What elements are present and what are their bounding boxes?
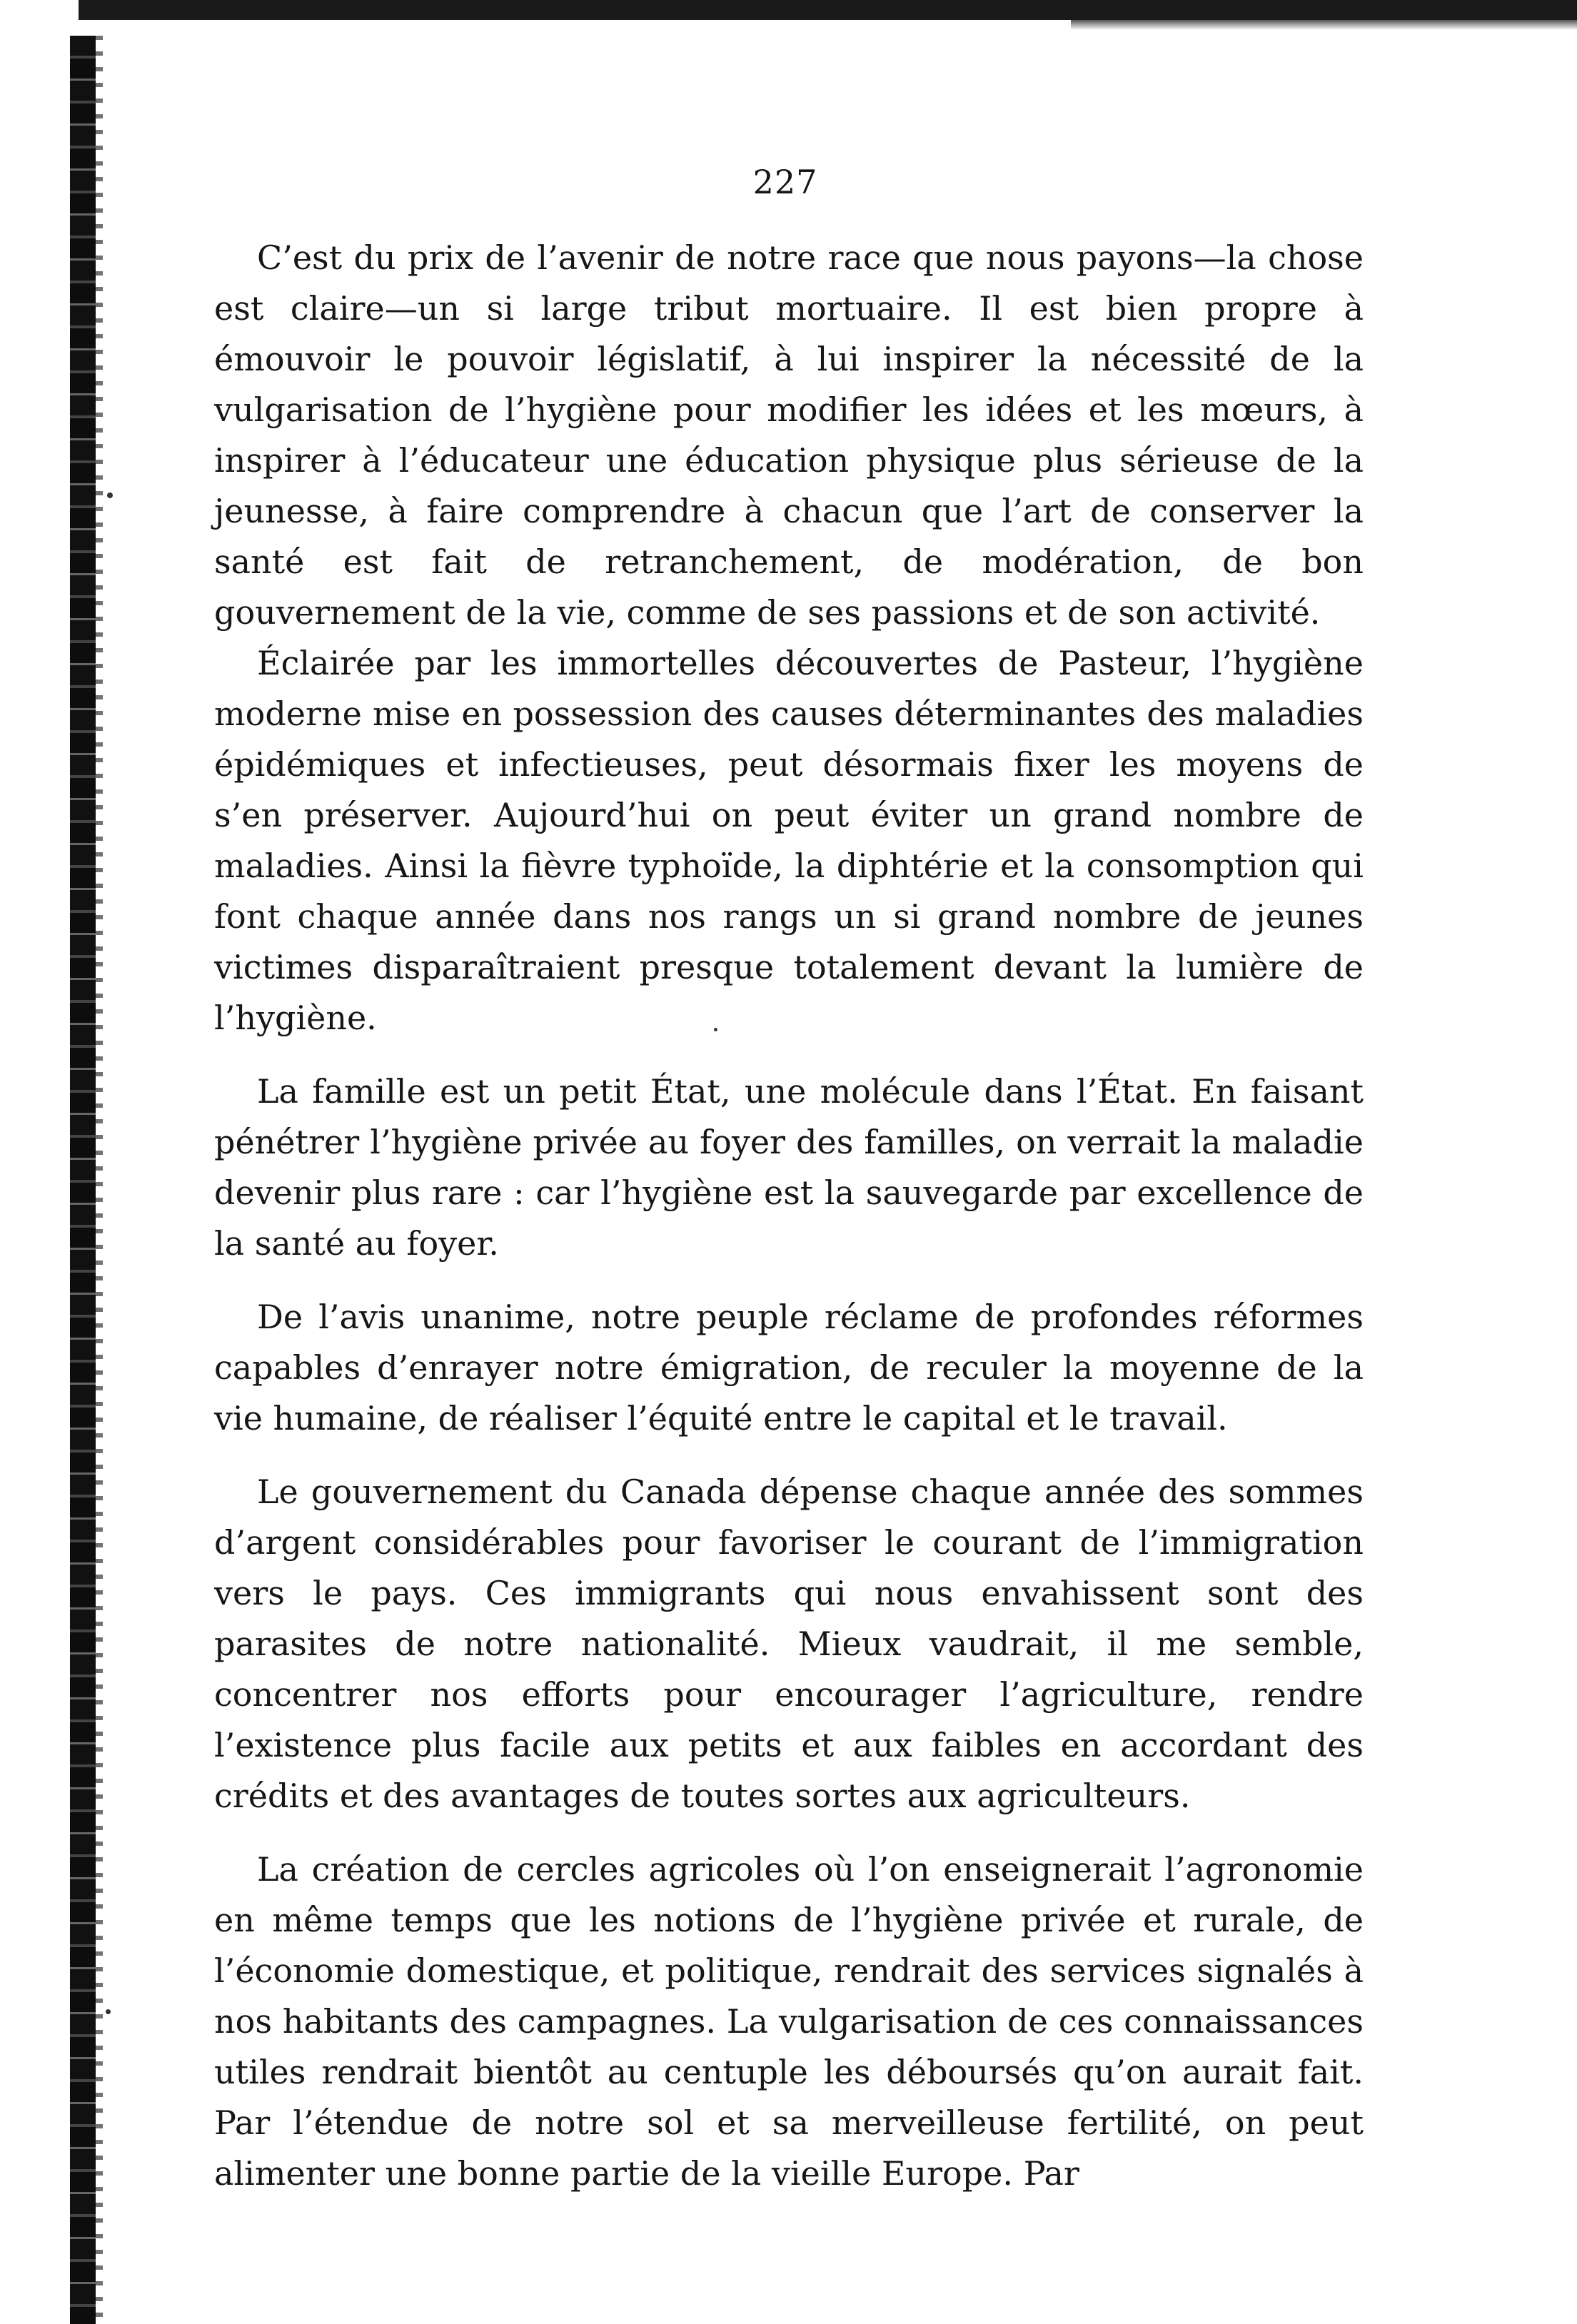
scan-top-border	[79, 0, 1577, 20]
page-body	[214, 233, 1364, 2199]
paragraph: Le gouvernement du Canada dépense chaque année des sommes d’argent considérables pour favoriser le courant de l’immigration vers le pays. Ces immigrants qui nous envahissent sont des parasites de notre nationalité. Mieux vaudrait, il me semble, concentrer nos efforts pour encourager l’agriculture, rendre l’existence plus facile aux petits et aux faibles en accordant des crédits et des avantages de toutes sortes aux agriculteurs.	[214, 1472, 1364, 1815]
paragraph: C’est du prix de l’avenir de notre race que nous payons—la chose est claire—un si large tribut mortuaire. Il est bien propre à émouvoir le pouvoir législatif, à lui inspirer la nécessité de la vulgarisation de l’hygiène pour modifier les idées et les mœurs, à inspirer à l’éducateur une éducation physique plus sérieuse de la jeunesse, à faire comprendre à chacun que l’art de conserver la santé est fait de retranchement, de modération, de bon gouvernement de la vie, comme de ses passions et de son activité.	[214, 238, 1364, 632]
scan-speck	[107, 492, 113, 498]
page-number: 227	[752, 163, 818, 201]
paragraph: La famille est un petit État, une molécule dans l’État. En faisant pénétrer l’hygiène privée au foyer des familles, on verrait la maladie devenir plus rare : car l’hygiène est la sauvegarde par excellence de la santé au foyer.	[214, 1072, 1364, 1263]
paragraph: De l’avis unanime, notre peuple réclame de profondes réformes capables d’enrayer notre émigration, de reculer la moyenne de la vie humaine, de réaliser l’équité entre le capital et le travail.	[214, 1298, 1364, 1438]
scan-top-shadow	[1071, 20, 1577, 30]
scan-speck	[106, 2009, 111, 2014]
paragraph: Éclairée par les immortelles découvertes de Pasteur, l’hygiène moderne mise en possession des causes déterminantes des maladies épidémiques et infectieuses, peut désormais fixer les moyens de s’en préserver. Aujourd’hui on peut éviter un grand nombre de maladies. Ainsi la fièvre typhoïde, la diphtérie et la consomption qui font chaque année dans nos rangs un si grand nombre de jeunes victimes disparaîtraient presque totalement devant la lumière de l’hygiène.	[214, 644, 1364, 1037]
paragraph: La création de cercles agricoles où l’on enseignerait l’agronomie en même temps que les notions de l’hygiène privée et rurale, de l’économie domestique, et politique, rendrait des services signalés à nos habitants des campagnes. La vulgarisation de ces connaissances utiles rendrait bientôt au centuple les déboursés qu’on aurait fait. Par l’étendue de notre sol et sa merveilleuse fertilité, on peut alimenter une bonne partie de la vieille Europe. Par	[214, 1850, 1364, 2193]
book-binding-edge	[70, 36, 96, 2324]
binding-shadow	[96, 36, 103, 2324]
